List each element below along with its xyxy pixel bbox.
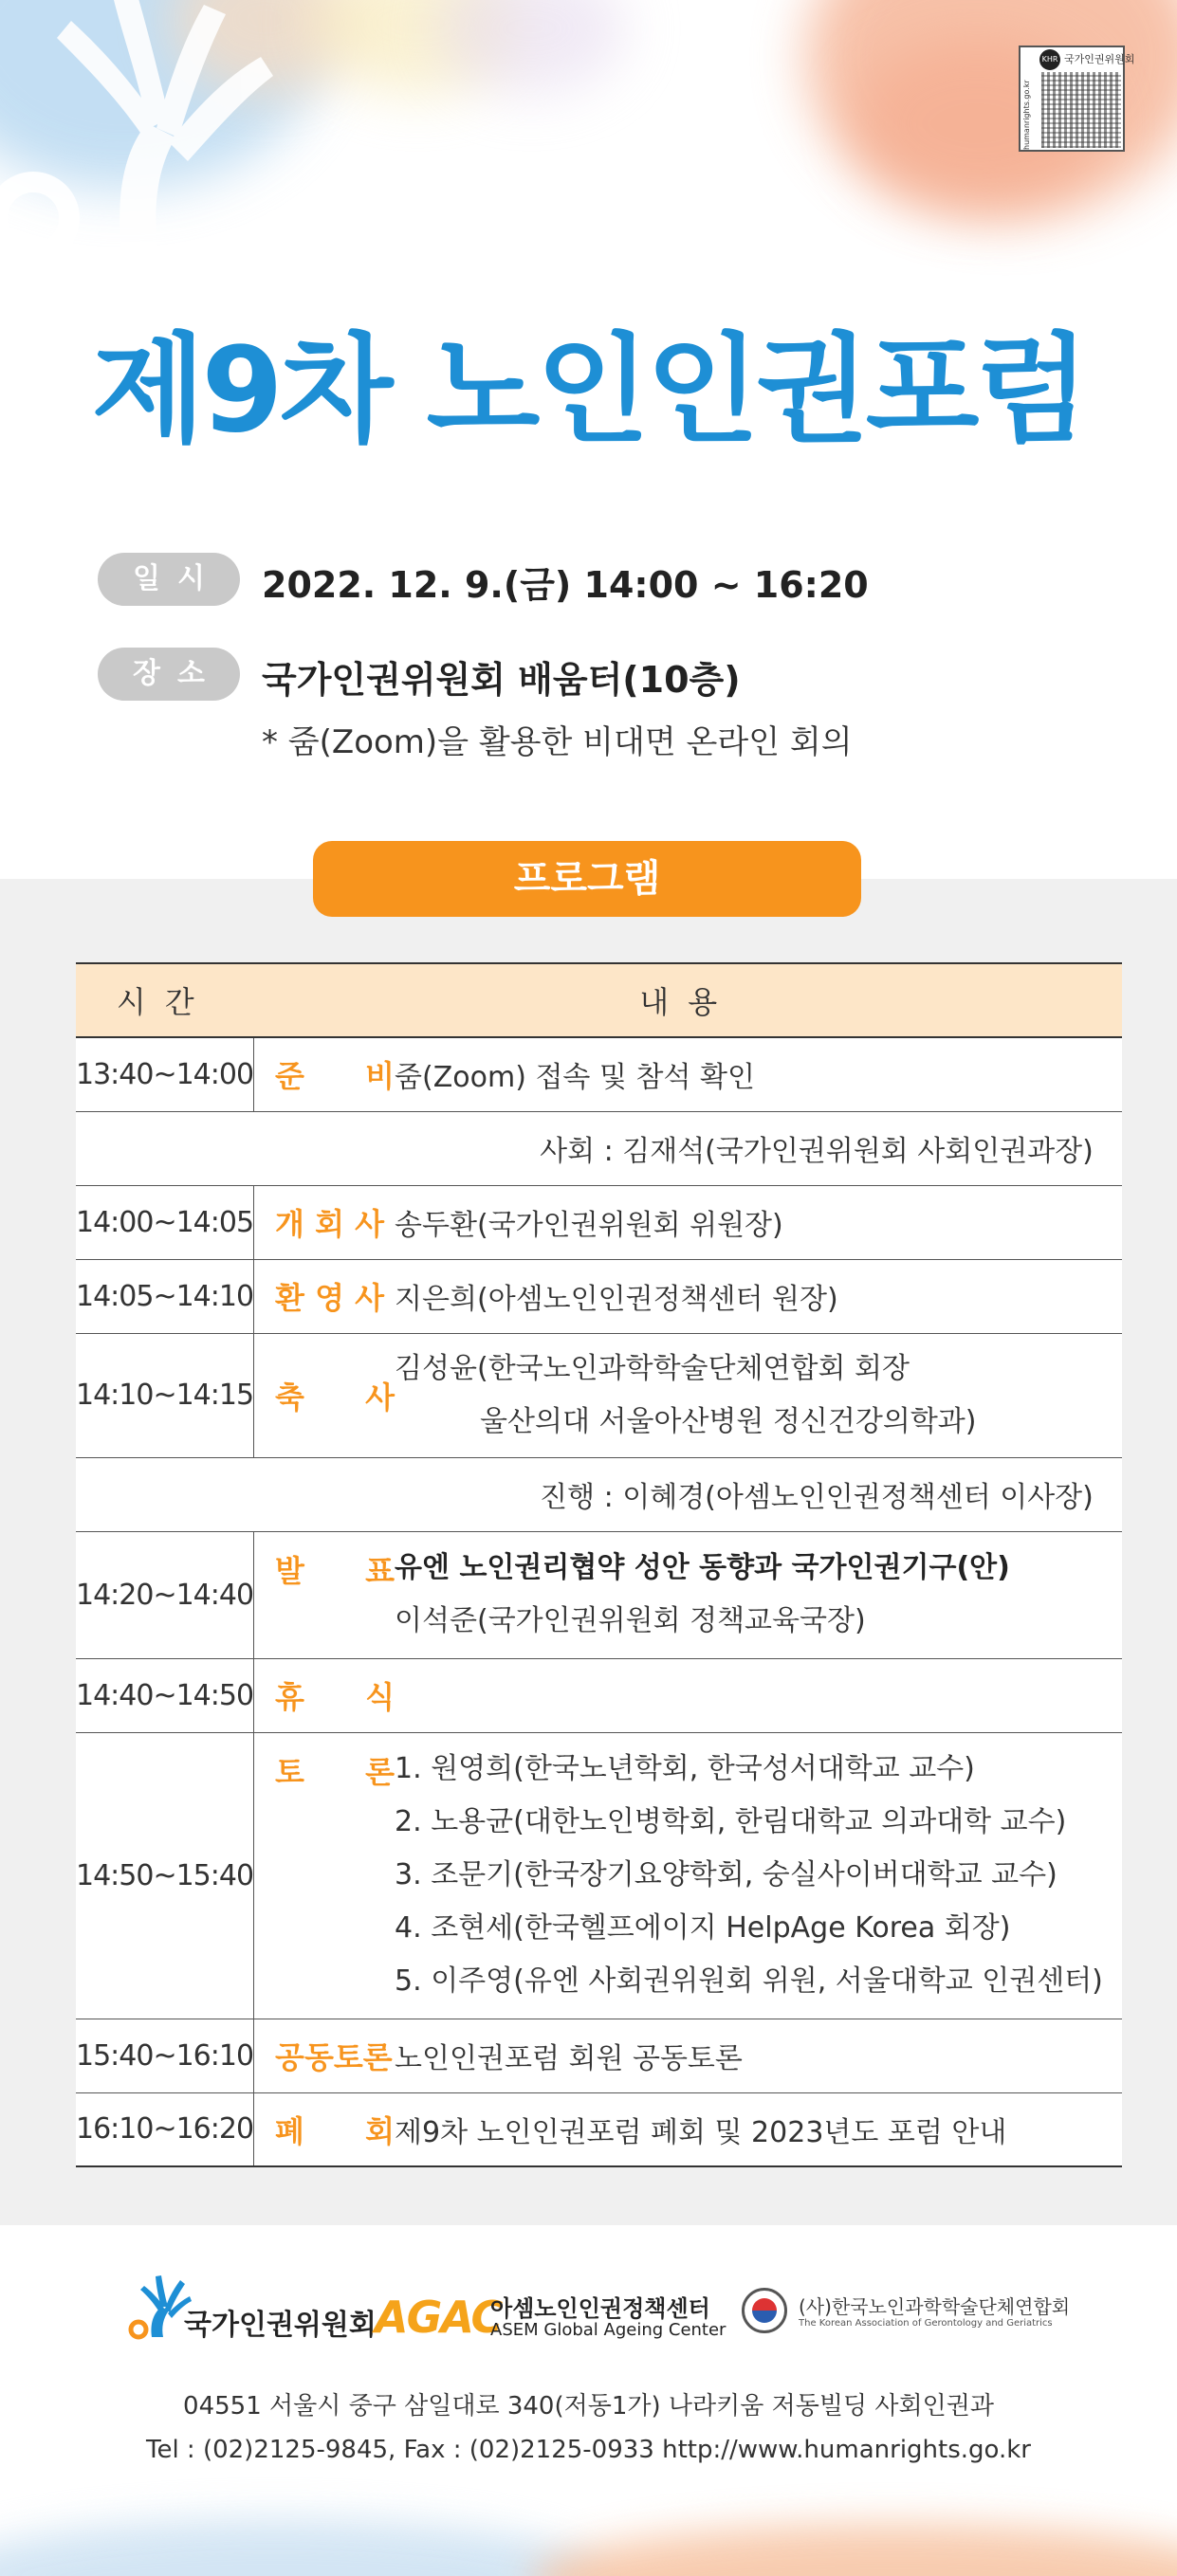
content-line: 김성윤(한국노인과학학술단체연합회 회장 [395, 1351, 910, 1385]
agac-name-kr: 아셈노인인권정책센터 [490, 2295, 710, 2322]
label-char: 준 [275, 1058, 304, 1095]
emcee-row [76, 1111, 1122, 1185]
program-badge: 프로그램 [313, 841, 861, 917]
label-char: 식 [365, 1679, 395, 1715]
table-row [76, 1531, 1122, 1658]
header [0, 0, 1177, 853]
discussant-item: 5. 이주영(유엔 사회권위원회 위원, 서울대학교 인권센터) [395, 1964, 1103, 1998]
row-content: 줌(Zoom) 접속 및 참석 확인 [395, 1037, 1122, 1111]
footer-watercolor-blue [0, 2519, 607, 2576]
footer [0, 2225, 1177, 2576]
agac-mark: AGAC [375, 2292, 502, 2343]
table-row [76, 2092, 1122, 2166]
hand-graphic-icon [0, 0, 285, 265]
moderator-text: 진행 : 이혜경(아셈노인인권정책센터 이사장) [76, 1457, 1122, 1531]
row-label [254, 1531, 395, 1658]
label-char: 발 [275, 1552, 304, 1589]
qr-top-label: 국가인권위원회 [1064, 53, 1135, 65]
row-label [254, 1037, 395, 1111]
table-row [76, 1658, 1122, 1732]
table-row [76, 1185, 1122, 1259]
program-table [76, 962, 1122, 2167]
discussant-item: 4. 조현세(한국헬프에이지 HelpAge Korea 회장) [395, 1911, 1011, 1945]
nhrck-hand-icon [125, 2271, 192, 2347]
row-content: 송두환(국가인권위원회 위원장) [395, 1185, 1122, 1259]
row-time: 16:10~16:20 [76, 2092, 254, 2166]
address: 04551 서울시 중구 삼일대로 340(저동1가) 나라키움 저동빌딩 사회인권과 [183, 2392, 994, 2421]
date-value: 2022. 12. 9.(금) 14:00 ~ 16:20 [262, 564, 869, 606]
content-line: 유엔 노인권리협약 성안 동향과 국가인권기구(안) [395, 1551, 1010, 1584]
row-time: 14:00~14:05 [76, 1185, 254, 1259]
row-label [254, 1333, 395, 1457]
label-char: 회 [365, 2112, 395, 2149]
nhrck-logo-text: 국가인권위원회 [184, 2309, 377, 2342]
place-label-pill: 장소 [98, 648, 240, 701]
row-label [254, 1658, 395, 1732]
row-label: 공동토론 [254, 2019, 395, 2092]
row-content: 제9차 노인인권포럼 폐회 및 2023년도 포럼 안내 [395, 2092, 1122, 2166]
table-header-row [76, 963, 1122, 1037]
label-char: 론 [365, 1753, 395, 1790]
label-char: 비 [365, 1058, 395, 1095]
qr-side-label: humanrights.go.kr [1022, 80, 1031, 150]
discussant-item: 3. 조문기(한국장기요양학회, 숭실사이버대학교 교수) [395, 1858, 1057, 1891]
logo-row [0, 2271, 1177, 2347]
qr-code[interactable] [1019, 46, 1135, 152]
kagg-name-en: The Korean Association of Gerontology and Geriatrics [799, 2318, 1053, 2329]
label-char: 휴 [275, 1679, 304, 1715]
nhrck-logo[interactable] [125, 2271, 377, 2347]
emcee-text: 사회 : 김재석(국가인권위원회 사회인권과장) [76, 1111, 1122, 1185]
header-content: 내용 [254, 963, 1122, 1037]
content-line: 울산의대 서울아산병원 정신건강의학과) [480, 1404, 977, 1438]
agac-name-en: ASEM Global Ageing Center [490, 2320, 726, 2340]
content-line: 이석준(국가인권위원회 정책교육국장) [395, 1604, 866, 1637]
footer-watercolor-orange [531, 2524, 1177, 2576]
row-content [395, 1658, 1122, 1732]
place-note: * 줌(Zoom)을 활용한 비대면 온라인 회의 [262, 723, 853, 761]
label-char: 토 [275, 1753, 304, 1790]
label-char: 사 [365, 1379, 395, 1416]
row-content [395, 1333, 1122, 1457]
date-label-pill: 일시 [98, 553, 240, 606]
kagg-name-kr: (사)한국노인과학학술단체연합회 [799, 2295, 1071, 2318]
place-value: 국가인권위원회 배움터(10층) [262, 659, 741, 701]
kagg-logo[interactable] [740, 2271, 1071, 2347]
discussant-item: 1. 원영희(한국노년학회, 한국성서대학교 교수) [395, 1752, 975, 1785]
table-row [76, 1259, 1122, 1333]
qr-badge: KHR [1039, 49, 1060, 70]
row-content [395, 1531, 1122, 1658]
label-char: 축 [275, 1379, 304, 1416]
row-time: 14:50~15:40 [76, 1732, 254, 2019]
table-row [76, 1037, 1122, 1111]
row-label [254, 2092, 395, 2166]
label-char: 폐 [275, 2112, 304, 2149]
table-row [76, 1732, 1122, 2019]
row-label: 개 회 사 [254, 1185, 395, 1259]
row-time: 14:20~14:40 [76, 1531, 254, 1658]
header-time: 시간 [76, 963, 254, 1037]
row-time: 14:10~14:15 [76, 1333, 254, 1457]
row-label [254, 1732, 395, 2019]
label-char: 표 [365, 1552, 395, 1589]
row-content: 지은희(아셈노인인권정책센터 원장) [395, 1259, 1122, 1333]
table-row [76, 1333, 1122, 1457]
row-label: 환 영 사 [254, 1259, 395, 1333]
table-row [76, 2019, 1122, 2092]
row-time: 13:40~14:00 [76, 1037, 254, 1111]
page-title: 제9차 노인인권포럼 [91, 322, 1086, 459]
qr-pattern [1041, 72, 1121, 148]
row-time: 14:05~14:10 [76, 1259, 254, 1333]
kagg-emblem-icon [742, 2288, 787, 2333]
row-content [395, 1732, 1122, 2019]
row-time: 15:40~16:10 [76, 2019, 254, 2092]
discussant-item: 2. 노용균(대한노인병학회, 한림대학교 의과대학 교수) [395, 1805, 1067, 1838]
row-time: 14:40~14:50 [76, 1658, 254, 1732]
contact-info[interactable]: Tel : (02)2125-9845, Fax : (02)2125-0933 http://www.humanrights.go.kr [145, 2436, 1031, 2464]
agac-logo[interactable] [375, 2271, 726, 2347]
moderator-row [76, 1457, 1122, 1531]
row-content: 노인인권포럼 회원 공동토론 [395, 2019, 1122, 2092]
